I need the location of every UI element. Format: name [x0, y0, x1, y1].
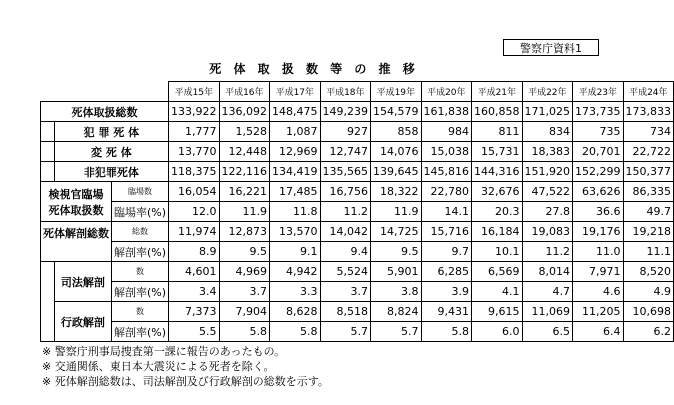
value-cell: 4.6 [573, 282, 624, 302]
indent-cell [41, 262, 55, 342]
value-cell: 20,701 [573, 142, 624, 162]
value-cell: 32,676 [472, 182, 523, 202]
row-label-crime: 犯 罪 死 体 [54, 122, 168, 142]
value-cell: 22,722 [623, 142, 674, 162]
value-cell: 5.8 [270, 322, 321, 342]
value-cell: 16,184 [472, 222, 523, 242]
value-cell: 5.7 [320, 322, 371, 342]
value-cell: 11,069 [522, 302, 573, 322]
row-autopsy-count [41, 222, 674, 242]
value-cell: 3.7 [219, 282, 270, 302]
value-cell: 14.1 [421, 202, 472, 222]
value-cell: 15,716 [421, 222, 472, 242]
value-cell: 19,218 [623, 222, 674, 242]
value-cell: 19,083 [522, 222, 573, 242]
value-cell: 19,176 [573, 222, 624, 242]
note-2: ※ 交通関係、東日本大震災による死者を除く。 [42, 360, 275, 373]
row-label-administrative: 行政解剖 [54, 302, 111, 342]
value-cell: 834 [522, 122, 573, 142]
value-cell: 6,285 [421, 262, 472, 282]
value-cell: 122,116 [219, 162, 270, 182]
value-cell: 6,569 [472, 262, 523, 282]
value-cell: 173,735 [573, 102, 624, 122]
inspection-label-line2: 死体取扱数 [48, 203, 104, 217]
value-cell: 984 [421, 122, 472, 142]
value-cell: 160,858 [472, 102, 523, 122]
value-cell: 9.5 [371, 242, 422, 262]
value-cell: 11,205 [573, 302, 624, 322]
value-cell: 7,971 [573, 262, 624, 282]
value-cell: 12.0 [169, 202, 220, 222]
row-inspection-count [41, 182, 674, 202]
value-cell: 8.9 [169, 242, 220, 262]
value-cell: 1,777 [169, 122, 220, 142]
value-cell: 139,645 [371, 162, 422, 182]
value-cell: 11.9 [219, 202, 270, 222]
value-cell: 47,522 [522, 182, 573, 202]
value-cell: 154,579 [371, 102, 422, 122]
value-cell: 15,731 [472, 142, 523, 162]
row-unnatural [41, 142, 674, 162]
value-cell: 3.8 [371, 282, 422, 302]
value-cell: 49.7 [623, 202, 674, 222]
value-cell: 145,816 [421, 162, 472, 182]
inspection-label-line1: 検視官臨場 [48, 187, 104, 201]
value-cell: 8,518 [320, 302, 371, 322]
value-cell: 144,316 [472, 162, 523, 182]
row-label-noncrime: 非犯罪死体 [54, 162, 168, 182]
row-crime [41, 122, 674, 142]
value-cell: 161,838 [421, 102, 472, 122]
value-cell: 3.3 [270, 282, 321, 302]
value-cell: 6.4 [573, 322, 624, 342]
value-cell: 134,419 [270, 162, 321, 182]
value-cell: 8,824 [371, 302, 422, 322]
value-cell: 9.7 [421, 242, 472, 262]
row-noncrime [41, 162, 674, 182]
row-label-total: 死体取扱総数 [41, 102, 169, 122]
value-cell: 4.9 [623, 282, 674, 302]
value-cell: 135,565 [320, 162, 371, 182]
value-cell: 5.5 [169, 322, 220, 342]
value-cell: 27.8 [522, 202, 573, 222]
value-cell: 9,431 [421, 302, 472, 322]
value-cell: 3.9 [421, 282, 472, 302]
value-cell: 9.1 [270, 242, 321, 262]
year-header: 平成22年 [522, 82, 573, 102]
year-header: 平成19年 [371, 82, 422, 102]
row-inspection-rate [41, 202, 674, 222]
value-cell: 18,322 [371, 182, 422, 202]
row-label-judicial: 司法解剖 [54, 262, 111, 302]
value-cell: 5,901 [371, 262, 422, 282]
value-cell: 927 [320, 122, 371, 142]
sub-label-count: 総数 [112, 222, 169, 242]
value-cell: 8,520 [623, 262, 674, 282]
value-cell: 1,528 [219, 122, 270, 142]
indent-cell [41, 122, 55, 142]
value-cell: 11,974 [169, 222, 220, 242]
header-corner [41, 82, 169, 102]
value-cell: 10,698 [623, 302, 674, 322]
value-cell: 6.0 [472, 322, 523, 342]
year-header: 平成17年 [270, 82, 321, 102]
row-label-autopsy-total: 死体解剖総数 [41, 222, 112, 262]
year-header: 平成24年 [623, 82, 674, 102]
row-label-unnatural: 変 死 体 [54, 142, 168, 162]
value-cell: 4,969 [219, 262, 270, 282]
year-header: 平成20年 [421, 82, 472, 102]
value-cell: 4.1 [472, 282, 523, 302]
value-cell: 5.8 [219, 322, 270, 342]
value-cell: 4,942 [270, 262, 321, 282]
value-cell: 6.2 [623, 322, 674, 342]
page-title: 死 体 取 扱 数 等 の 推 移 [209, 62, 419, 76]
sub-label-rate: 臨場率(%) [112, 202, 169, 222]
value-cell: 14,042 [320, 222, 371, 242]
value-cell: 12,969 [270, 142, 321, 162]
value-cell: 13,770 [169, 142, 220, 162]
value-cell: 12,747 [320, 142, 371, 162]
value-cell: 1,087 [270, 122, 321, 142]
year-header: 平成23年 [573, 82, 624, 102]
row-judicial-count [41, 262, 674, 282]
value-cell: 11.8 [270, 202, 321, 222]
value-cell: 5.7 [371, 322, 422, 342]
sub-label-count: 数 [112, 302, 169, 322]
value-cell: 3.4 [169, 282, 220, 302]
value-cell: 4,601 [169, 262, 220, 282]
notes [42, 344, 329, 389]
value-cell: 7,373 [169, 302, 220, 322]
value-cell: 151,920 [522, 162, 573, 182]
statistics-table [40, 81, 674, 342]
year-header: 平成21年 [472, 82, 523, 102]
indent-cell [41, 162, 55, 182]
value-cell: 12,873 [219, 222, 270, 242]
sub-label-rate: 解剖率(%) [112, 242, 169, 262]
row-autopsy-rate [41, 242, 674, 262]
value-cell: 13,570 [270, 222, 321, 242]
value-cell: 6.5 [522, 322, 573, 342]
value-cell: 9.5 [219, 242, 270, 262]
year-header: 平成15年 [169, 82, 220, 102]
note-3: ※ 死体解剖総数は、司法解剖及び行政解剖の総数を示す。 [42, 375, 329, 388]
value-cell: 22,780 [421, 182, 472, 202]
row-judicial-rate [41, 282, 674, 302]
reference-label: 警察庁資料1 [503, 39, 599, 56]
header-row [41, 82, 674, 102]
sub-label-rate: 解剖率(%) [112, 322, 169, 342]
value-cell: 16,756 [320, 182, 371, 202]
value-cell: 18,383 [522, 142, 573, 162]
value-cell: 11.9 [371, 202, 422, 222]
value-cell: 173,833 [623, 102, 674, 122]
value-cell: 36.6 [573, 202, 624, 222]
row-total [41, 102, 674, 122]
value-cell: 148,475 [270, 102, 321, 122]
value-cell: 12,448 [219, 142, 270, 162]
year-header: 平成18年 [320, 82, 371, 102]
value-cell: 10.1 [472, 242, 523, 262]
value-cell: 171,025 [522, 102, 573, 122]
row-administrative-count [41, 302, 674, 322]
value-cell: 14,076 [371, 142, 422, 162]
value-cell: 9,615 [472, 302, 523, 322]
value-cell: 11.0 [573, 242, 624, 262]
note-1: ※ 警察庁刑事局捜査第一課に報告のあったもの。 [42, 345, 286, 358]
row-label-inspection [41, 182, 112, 222]
value-cell: 734 [623, 122, 674, 142]
sub-label-rate: 解剖率(%) [112, 282, 169, 302]
value-cell: 152,299 [573, 162, 624, 182]
value-cell: 4.7 [522, 282, 573, 302]
value-cell: 735 [573, 122, 624, 142]
value-cell: 86,335 [623, 182, 674, 202]
value-cell: 858 [371, 122, 422, 142]
value-cell: 811 [472, 122, 523, 142]
value-cell: 15,038 [421, 142, 472, 162]
value-cell: 3.7 [320, 282, 371, 302]
value-cell: 11.1 [623, 242, 674, 262]
indent-cell [41, 142, 55, 162]
value-cell: 16,221 [219, 182, 270, 202]
value-cell: 5,524 [320, 262, 371, 282]
value-cell: 14,725 [371, 222, 422, 242]
value-cell: 118,375 [169, 162, 220, 182]
value-cell: 63,626 [573, 182, 624, 202]
value-cell: 11.2 [320, 202, 371, 222]
value-cell: 16,054 [169, 182, 220, 202]
sub-label-count: 臨場数 [112, 182, 169, 202]
value-cell: 9.4 [320, 242, 371, 262]
value-cell: 11.2 [522, 242, 573, 262]
value-cell: 20.3 [472, 202, 523, 222]
row-administrative-rate [41, 322, 674, 342]
value-cell: 136,092 [219, 102, 270, 122]
value-cell: 8,628 [270, 302, 321, 322]
value-cell: 8,014 [522, 262, 573, 282]
value-cell: 17,485 [270, 182, 321, 202]
sub-label-count: 数 [112, 262, 169, 282]
value-cell: 150,377 [623, 162, 674, 182]
year-header: 平成16年 [219, 82, 270, 102]
value-cell: 149,239 [320, 102, 371, 122]
value-cell: 5.8 [421, 322, 472, 342]
value-cell: 133,922 [169, 102, 220, 122]
value-cell: 7,904 [219, 302, 270, 322]
